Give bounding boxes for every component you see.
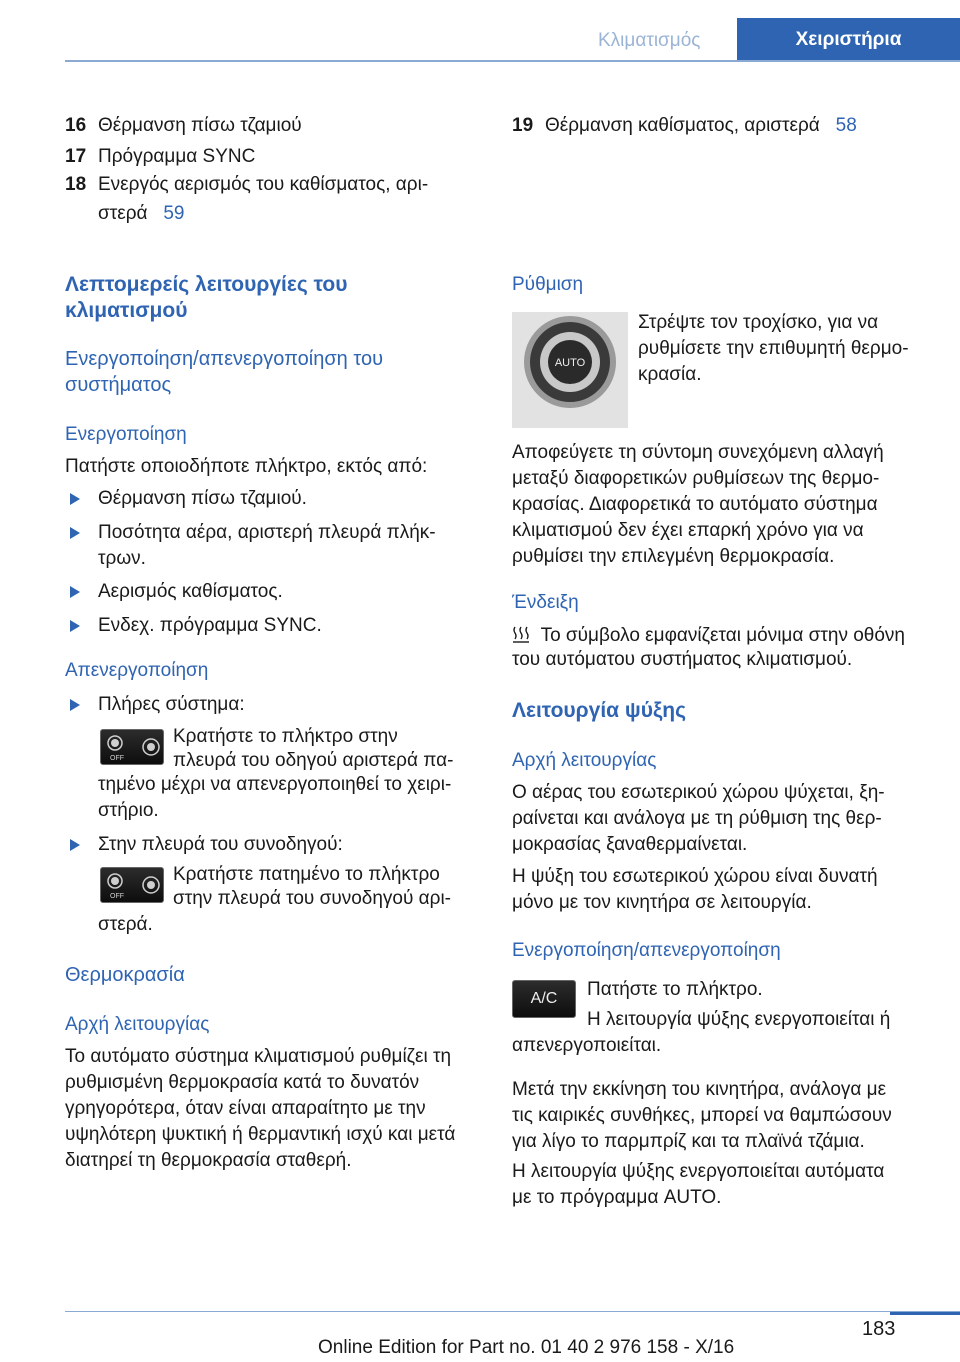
temp-para-line: γρηγορότερα, όταν είναι απαραίτητο με την [65,1098,426,1119]
after-para-line: τις καιρικές συνθήκες, μπορεί να θαμπώσουν [512,1105,892,1126]
list-item-cont: τρων. [98,548,146,569]
cooling-para-line: ραίνεται και ανάλογα με τη ρύθμιση της θερ- [512,808,882,829]
temp-para-line: διατηρεί τη θερμοκρασία σταθερή. [65,1150,352,1171]
principle-heading: Αρχή λειτουργίας [65,1014,210,1035]
full-system-text: τημένο μέχρι να απενεργοποιηθεί το χειρι- [98,774,452,795]
header-rule [65,60,960,62]
fan-off-icon [101,868,163,902]
temp-para-line: Το αυτόματο σύστημα κλιματισμού ρυθμίζει τη [65,1046,452,1067]
legend-item-17: 17 Πρόγραμμα SYNC [65,146,256,167]
after-para-line: για λίγο το παρμπρίζ και τα πλαϊνά τζάμια. [512,1131,865,1152]
header-tab-controls[interactable] [737,18,960,62]
setting-line: ρυθμίσετε την επιθυμητή θερμο- [638,338,909,359]
cooling-para-line: μοκρασίας ξαναθερμαίνεται. [512,834,748,855]
bullet-icon [70,493,80,505]
auto-para-line: Η λειτουργία ψύξης ενεργοποιείται αυτόματα [512,1161,885,1182]
full-system-text: στήριο. [98,800,159,821]
fan-off-button-image [100,729,164,765]
display-line: Το σύμβολο εμφανίζεται μόνιμα στην οθόνη [512,621,905,651]
full-system-text: Κρατήστε το πλήκτρο στην [173,726,398,747]
list-item: Ποσότητα αέρα, αριστερή πλευρά πλήκ- [98,522,436,543]
display-line: του αυτόματου συστήματος κλιματισμού. [512,649,853,670]
fan-off-icon [101,730,163,764]
full-system-label: Πλήρες σύστημα: [98,694,245,715]
heat-waves-icon [512,625,530,643]
setting-para-line: Αποφεύγετε τη σύντομη συνεχόμενη αλλαγή [512,442,884,463]
header-section-label: Κλιματισμός [598,30,701,51]
passenger-label: Στην πλευρά του συνοδηγού: [98,834,343,855]
list-item: Ενδεχ. πρόγραμμα SYNC. [98,615,322,636]
footer-accent [890,1312,960,1315]
off-label: OFF [110,893,124,900]
bullet-icon [70,699,80,711]
legend-item-19: 19 Θέρμανση καθίσματος, αριστερά 58 [512,115,857,136]
deactivation-heading: Απενεργοποίηση [65,660,209,681]
knob-label: AUTO [554,357,586,369]
page-ref-59[interactable]: 59 [163,203,185,224]
setting-line: Στρέψτε τον τροχίσκο, για να [638,312,879,333]
cooling-para-line: Ο αέρας του εσωτερικού χώρου ψύχεται, ξη- [512,782,885,803]
auto-para-line: με το πρόγραμμα AUTO. [512,1187,722,1208]
passenger-text: στερά. [98,914,153,935]
bullet-icon [70,527,80,539]
cooling-heading: Λειτουργία ψύξης [512,699,687,722]
display-heading: Ένδειξη [512,592,579,613]
temp-para-line: υψηλότερη ψυκτική ή θερμαντική ισχύ και μετά [65,1124,456,1145]
off-label: OFF [110,755,124,762]
activation-intro: Πατήστε οποιοδήποτε πλήκτρο, εκτός από: [65,456,428,477]
ac-line: Πατήστε το πλήκτρο. [587,979,763,1000]
passenger-text: στην πλευρά του συνοδηγού αρι- [173,888,451,909]
bullet-icon [70,586,80,598]
ac-line: απενεργοποιείται. [512,1035,662,1056]
list-item: Αερισμός καθίσματος. [98,581,283,602]
setting-para-line: ρυθμίσει την επιλεγμένη θερμοκρασία. [512,546,835,567]
fan-off-button-image [100,867,164,903]
header-tab-label: Χειριστήρια [795,29,902,50]
temperature-heading: Θερμοκρασία [65,964,185,986]
cooling-para-line: Η ψύξη του εσωτερικού χώρου είναι δυνατή [512,866,878,887]
legend-item-16: 16 Θέρμανση πίσω τζαμιού [65,115,302,136]
setting-line: κρασία. [638,364,702,385]
page-ref-58[interactable]: 58 [835,115,857,136]
footer-rule [65,1311,960,1312]
subsection-title: Ενεργοποίηση/απενεργοποίηση του συστήματος [65,348,384,396]
section-title: Λεπτομερείς λειτουργίες του κλιματισμού [65,273,348,322]
legend-item-18: 18 Ενεργός αερισμός του καθίσματος, αρι- [65,174,429,195]
cooling-para-line: μόνο με τον κινητήρα σε λειτουργία. [512,892,812,913]
setting-para-line: μεταξύ διαφορετικών ρυθμίσεων της θερμο- [512,468,880,489]
activation-heading: Ενεργοποίηση [65,424,187,445]
ac-line: Η λειτουργία ψύξης ενεργοποιείται ή [587,1009,891,1030]
after-para-line: Μετά την εκκίνηση του κινητήρα, ανάλογα με [512,1079,887,1100]
onoff-heading: Ενεργοποίηση/απενεργοποίηση [512,940,781,961]
ac-button-image [512,980,576,1018]
full-system-text: πλευρά του οδηγού αριστερά πα- [173,750,454,771]
setting-para-line: κρασίας. Διαφορετικά το αυτόματο σύστημα [512,494,878,515]
setting-heading: Ρύθμιση [512,274,584,295]
auto-knob-image [512,312,628,428]
ac-label: A/C [530,990,558,1007]
auto-knob-icon [512,312,628,428]
page-number: 183 [862,1318,896,1340]
list-item: Θέρμανση πίσω τζαμιού. [98,488,307,509]
bullet-icon [70,620,80,632]
legend-item-18-cont: στερά 59 [98,203,185,224]
edition-line: Online Edition for Part no. 01 40 2 976 158 - X/16 [318,1337,735,1358]
cooling-principle-heading: Αρχή λειτουργίας [512,750,657,771]
temp-para-line: ρυθμισμένη θερμοκρασία κατά το δυνατόν [65,1072,420,1093]
bullet-icon [70,839,80,851]
setting-para-line: κλιματισμού δεν έχει επαρκή χρόνο για να [512,520,864,541]
passenger-text: Κρατήστε πατημένο το πλήκτρο [173,864,440,885]
